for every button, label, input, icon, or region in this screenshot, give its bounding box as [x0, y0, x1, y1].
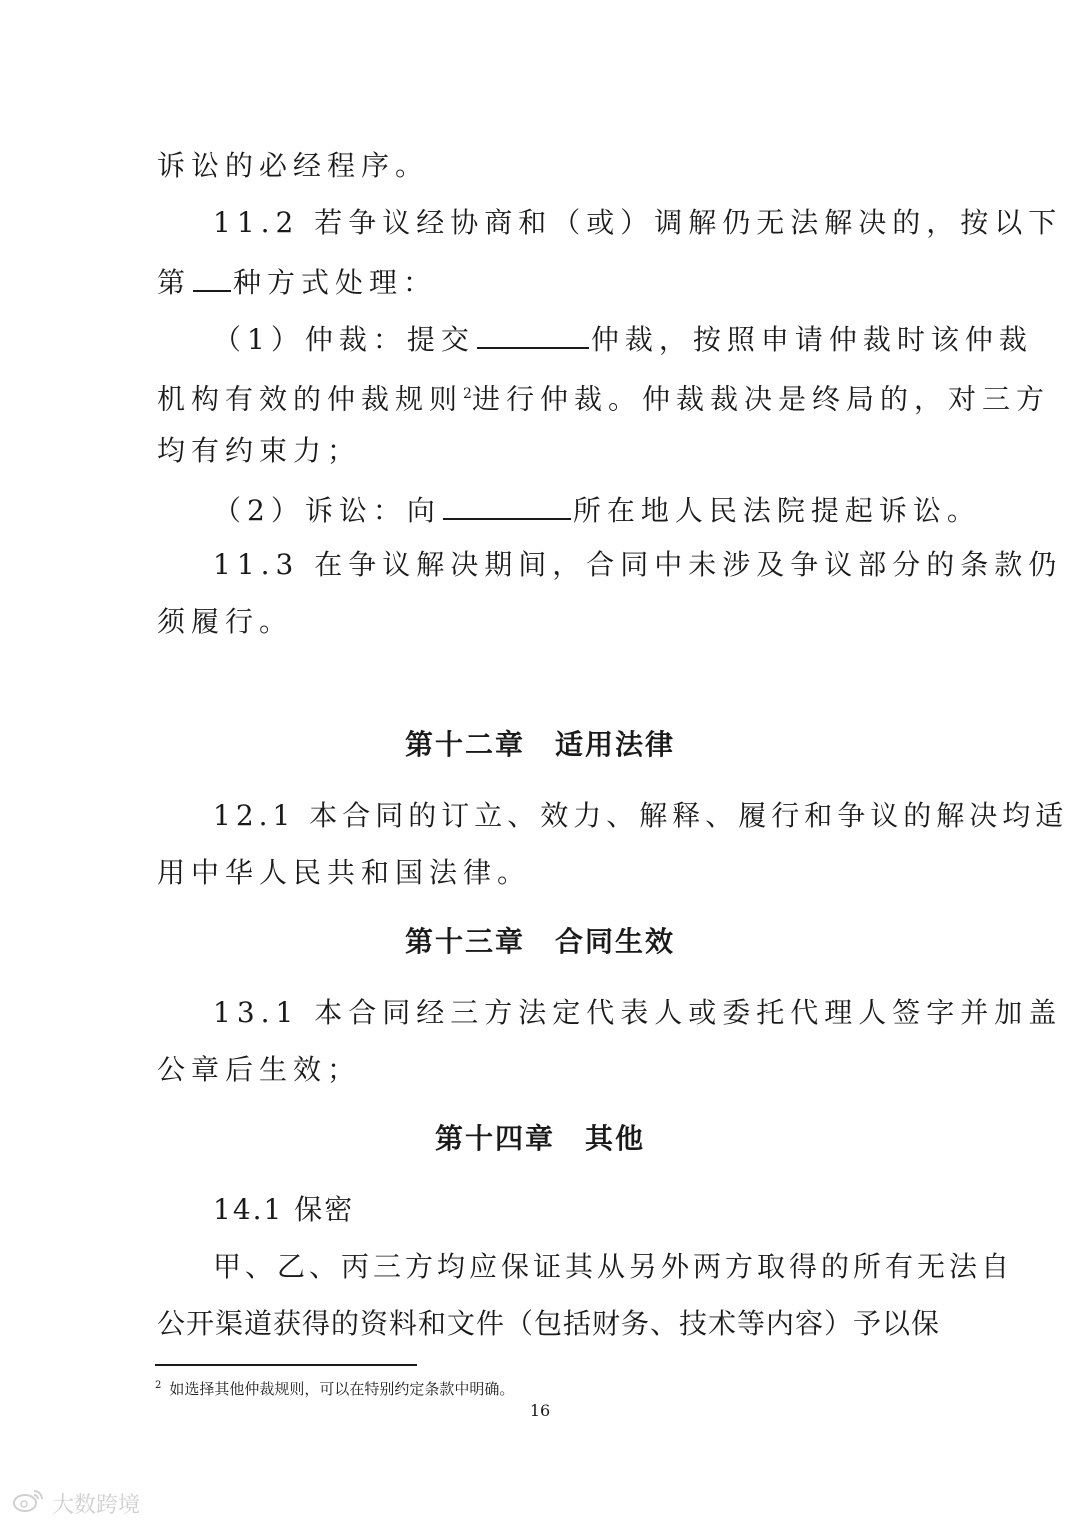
text-segment: 进行仲裁。仲裁裁决是终局的，对三方 [471, 382, 1050, 416]
clause-11-3: 11.3 在争议解决期间，合同中未涉及争议部分的条款仍 [213, 548, 1063, 581]
text-segment: 所在地人民法院提起诉讼。 [572, 494, 981, 527]
chapter-title: 合同生效 [555, 925, 676, 958]
paragraph-line: 须履行。 [157, 605, 294, 638]
paragraph-line [157, 260, 927, 303]
paragraph-line: 甲、乙、丙三方均应保证其从另外两方取得的所有无法自 [213, 1250, 1014, 1283]
fill-in-blank [477, 317, 589, 349]
chapter-title: 其他 [585, 1122, 646, 1155]
text-segment: 种方式处理： [233, 266, 438, 299]
fill-in-blank [193, 260, 231, 292]
chapter-number: 第十二章 [404, 728, 525, 761]
text-segment: 机构有效的仲裁规则 [157, 382, 464, 416]
paragraph-line: 用中华人民共和国法律。 [157, 856, 532, 889]
chapter-12-heading [0, 725, 1080, 765]
fill-in-blank [443, 488, 571, 520]
watermark [12, 1488, 140, 1518]
option-arbitration [213, 317, 1033, 360]
footnote-reference: 2 [463, 386, 472, 402]
chapter-title: 适用法律 [555, 728, 676, 761]
footnote-marker: 2 [155, 1380, 162, 1391]
page-number: 16 [529, 1401, 551, 1420]
clause-14-1: 14.1 保密 [213, 1193, 355, 1226]
clause-11-2: 11.2 若争议经协商和（或）调解仍无法解决的，按以下 [213, 206, 1063, 239]
text-segment: 仲裁，按照申请仲裁时该仲裁 [590, 323, 1033, 356]
paragraph-line [157, 374, 1050, 419]
watermark-text: 大数跨境 [52, 1492, 141, 1518]
chapter-13-heading [0, 922, 1080, 962]
text-segment: （1）仲裁：提交 [213, 323, 475, 356]
paragraph-line: 公开渠道获得的资料和文件（包括财务、技术等内容）予以保 [157, 1307, 941, 1340]
text-segment: 第 [157, 266, 192, 299]
paragraph-line: 诉讼的必经程序。 [157, 149, 430, 182]
text-segment: （2）诉讼：向 [213, 494, 441, 527]
clause-12-1: 12.1 本合同的订立、效力、解释、履行和争议的解决均适 [213, 799, 1069, 832]
footnote-separator [155, 1364, 417, 1366]
chapter-number: 第十三章 [404, 925, 525, 958]
clause-13-1: 13.1 本合同经三方法定代表人或委托代理人签字并加盖 [213, 996, 1063, 1029]
paragraph-line: 均有约束力； [157, 434, 362, 467]
footnote-text: 如选择其他仲裁规则，可以在特别约定条款中明确。 [169, 1380, 515, 1398]
footnote [155, 1376, 514, 1399]
chapter-number: 第十四章 [434, 1122, 555, 1155]
option-litigation [213, 488, 983, 531]
paragraph-line: 公章后生效； [157, 1053, 362, 1086]
chapter-14-heading [0, 1119, 1080, 1159]
weibo-logo-icon [12, 1487, 52, 1519]
